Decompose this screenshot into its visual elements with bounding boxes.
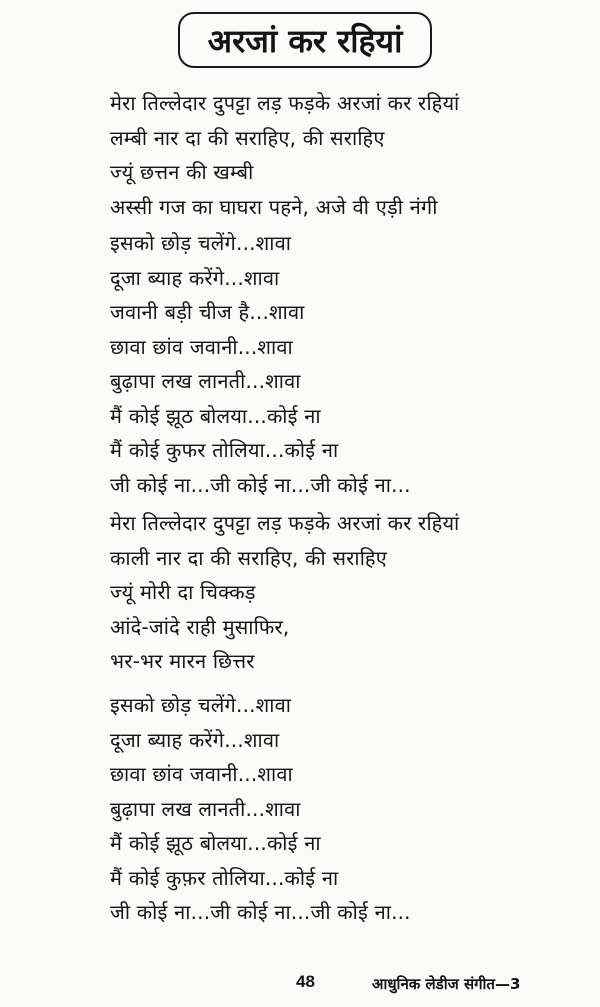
stanza-4 <box>110 688 411 930</box>
lyric-line: काली नार दा की सराहिए, की सराहिए <box>110 545 388 570</box>
lyric-line: मेरा तिल्लेदार दुपट्टा लड़ फड़के अरजां कर रहियां <box>110 511 460 535</box>
lyric-line: ज्यूं छत्तन की खम्बी <box>110 160 254 184</box>
lyric-line: दूजा ब्याह करेंगे...शावा <box>110 727 280 752</box>
lyric-line: बुढ़ापा लख लानती...शावा <box>110 796 301 821</box>
song-title: अरजां कर रहियां <box>207 21 403 60</box>
lyric-line: इसको छोड़ चलेंगे...शावा <box>110 231 292 255</box>
lyric-line: छावा छांव जवानी...शावा <box>110 762 293 786</box>
lyric-line: मेरा तिल्लेदार दुपट्टा लड़ फड़के अरजां कर रहियां <box>110 91 460 115</box>
lyric-line: आंदे-जांदे राही मुसाफिर, <box>110 614 290 639</box>
lyric-line: मैं कोई कुफर तोलिया...कोई ना <box>110 438 339 462</box>
stanza-2 <box>110 226 411 502</box>
lyric-line: जवानी बड़ी चीज है...शावा <box>110 300 305 324</box>
lyric-line: दूजा ब्याह करेंगे...शावा <box>110 265 280 290</box>
page-number: 48 <box>296 972 315 991</box>
lyric-line: मैं कोई झूठ बोलया...कोई ना <box>110 403 321 428</box>
lyric-line: बुढ़ापा लख लानती...शावा <box>110 369 301 393</box>
page-footer <box>0 970 600 1000</box>
lyric-line: ज्यूं मोरी दा चिक्कड़ <box>110 580 256 604</box>
lyric-line: जी कोई ना...जी कोई ना...जी कोई ना... <box>110 900 411 924</box>
song-title-box <box>178 12 432 68</box>
lyric-line: लम्बी नार दा की सराहिए, की सराहिए <box>110 125 385 150</box>
stanza-3 <box>110 506 459 679</box>
lyric-line: भर-भर मारन छित्तर <box>110 649 255 673</box>
lyric-line: छावा छांव जवानी...शावा <box>110 334 293 359</box>
lyric-line: इसको छोड़ चलेंगे...शावा <box>110 693 292 717</box>
lyric-line: अस्सी गज का घाघरा पहने, अजे वी एड़ी नंगी <box>110 194 438 219</box>
lyric-line: जी कोई ना...जी कोई ना...जी कोई ना... <box>110 472 411 497</box>
lyric-line: मैं कोई कुफ़र तोलिया...कोई ना <box>110 865 339 890</box>
stanza-1 <box>110 86 459 224</box>
book-title: आधुनिक लेडीज संगीत—3 <box>372 975 521 993</box>
lyric-line: मैं कोई झूठ बोलया...कोई ना <box>110 831 321 855</box>
